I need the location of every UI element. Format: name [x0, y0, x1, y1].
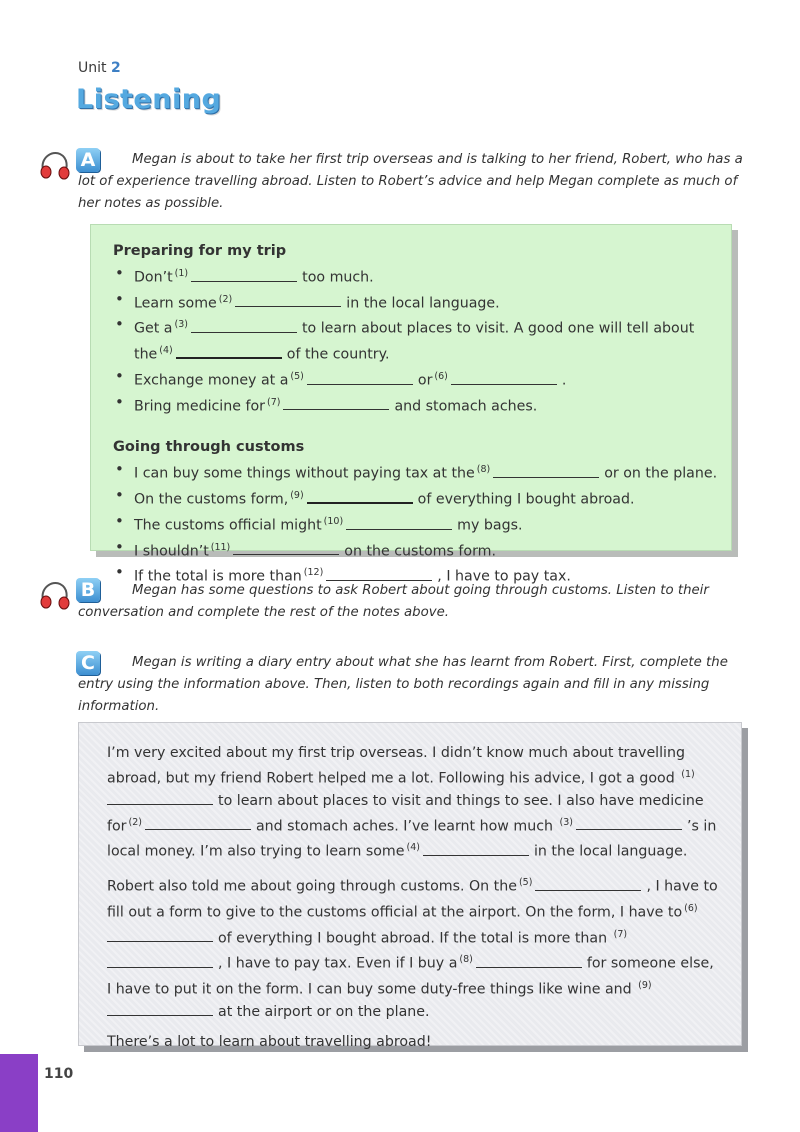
- blank-input[interactable]: [535, 876, 641, 891]
- list-item: • Don’t $^{(1)}$ too much.: [113, 263, 727, 289]
- exercise-a-instructions: Megan is about to take her first trip overseas and is talking to her friend, Robert, who has a lot of experience travelling abroad. Listen to Robert’s advice and help Megan complete as much of her notes as possible.: [78, 152, 743, 211]
- blank-input[interactable]: [107, 1001, 213, 1016]
- diary-box: [78, 722, 742, 1050]
- blank-input[interactable]: [107, 953, 213, 968]
- blank-input[interactable]: [191, 267, 297, 282]
- exercise-b-badge: B: [76, 578, 100, 602]
- unit-label: [78, 60, 121, 76]
- blank-input[interactable]: [191, 318, 297, 333]
- exercise-a-badge: A: [76, 148, 100, 172]
- notes-heading-preparing: Preparing for my trip: [113, 243, 287, 259]
- notes-box: [90, 224, 732, 586]
- list-item: • Exchange money at a $^{(5)}$ or $^{(6)}$ .: [113, 366, 727, 392]
- blank-input[interactable]: [107, 790, 213, 805]
- notes-heading-customs: Going through customs: [113, 439, 305, 456]
- customs-list: [113, 459, 727, 588]
- blank-input[interactable]: [346, 515, 452, 530]
- blank-input[interactable]: [307, 370, 413, 385]
- diary-paragraph-3: There’s a lot to learn about travelling abroad!: [107, 1033, 432, 1050]
- list-item: • The customs official might $^{(10)}$ my bags.: [113, 511, 727, 537]
- section-title: Listening: [76, 84, 222, 115]
- diary-paragraph-2: Robert also told me about going through customs. On the $^{(5)}$ , I have to fill out a form to give to the customs official at the airport. On the form, I have to $^{(6)}$of everything I bought abroad. If the total is more than $^{(7)}$, I have to pay tax. Even if I buy a $^{(8)}$ for someone else, I have to put it on the form. I can buy some duty-free things like wine and $^{(9)}$at the airport or on the plane.: [107, 877, 718, 1020]
- preparing-list: [113, 263, 727, 417]
- list-item: • I can buy some things without paying tax at the $^{(8)}$ or on the plane.: [113, 459, 727, 485]
- blank-input[interactable]: [493, 463, 599, 478]
- list-item: • Learn some $^{(2)}$ in the local language.: [113, 289, 727, 315]
- exercise-c-instructions: Megan is writing a diary entry about what she has learnt from Robert. First, complete the entry using the information above. Then, listen to both recordings again and fill in any missing information.: [78, 655, 728, 714]
- blank-input[interactable]: [233, 540, 339, 555]
- blank-input[interactable]: [107, 927, 213, 942]
- list-item: • I shouldn’t $^{(11)}$ on the customs form.: [113, 537, 727, 563]
- exercise-b-instructions: Megan has some questions to ask Robert about going through customs. Listen to their conversation and complete the rest of the notes above.: [78, 583, 709, 620]
- blank-input[interactable]: [145, 815, 251, 830]
- page-number: 110: [44, 1066, 74, 1082]
- page-tab: [0, 1054, 38, 1132]
- list-item: • If the total is more than $^{(12)}$ , I have to pay tax.: [113, 562, 727, 588]
- blank-input[interactable]: [576, 815, 682, 830]
- blank-input[interactable]: [176, 343, 282, 359]
- unit-word: Unit: [78, 60, 107, 76]
- blank-input[interactable]: [326, 566, 432, 581]
- blank-input[interactable]: [235, 292, 341, 307]
- list-item: • Bring medicine for $^{(7)}$ and stomach aches.: [113, 392, 727, 418]
- unit-number: 2: [110, 60, 121, 76]
- blank-input[interactable]: [307, 488, 413, 504]
- list-item: • Get a $^{(3)}$ to learn about places to visit. A good one will tell about the $^{(4)}$ of the country.: [113, 314, 727, 365]
- blank-input[interactable]: [423, 841, 529, 856]
- diary-paragraph-1: I’m very excited about my first trip overseas. I didn’t know much about travelling abroad, but my friend Robert helped me a lot. Following his advice, I got a good $^{(1)}$to learn about places to visit and things to see. I also have medicine for $^{(2)}$ and stomach aches. I’ve learnt how much $^{(3)}$ ’s in local money. I’m also trying to learn some $^{(4)}$ in the local language.: [107, 745, 717, 861]
- headphones-icon[interactable]: [38, 148, 72, 182]
- headphones-icon[interactable]: [38, 578, 72, 612]
- exercise-c-badge: C: [76, 651, 100, 675]
- blank-input[interactable]: [451, 370, 557, 385]
- list-item: • On the customs form, $^{(9)}$ of everything I bought abroad.: [113, 485, 727, 511]
- blank-input[interactable]: [283, 395, 389, 410]
- blank-input[interactable]: [476, 953, 582, 968]
